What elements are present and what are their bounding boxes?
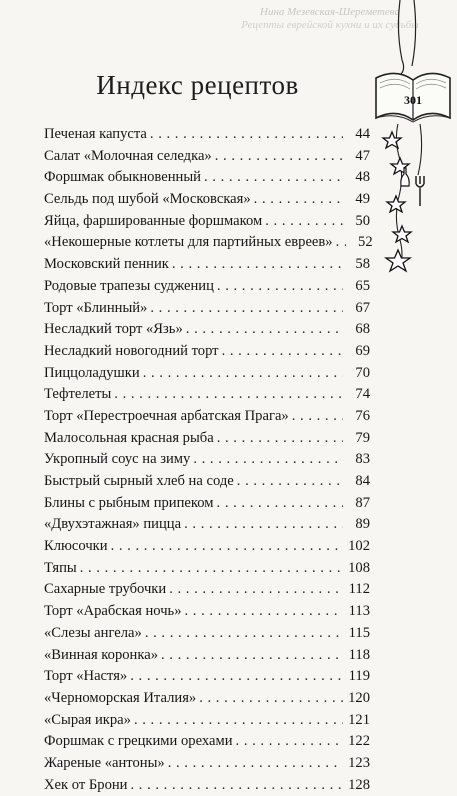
recipe-title: «Черноморская Италия» [44, 689, 197, 706]
dot-leader [236, 731, 343, 752]
recipe-title: Торт «Настя» [44, 668, 128, 685]
recipe-page-number: 120 [348, 689, 370, 706]
recipe-page-number: 112 [348, 581, 370, 598]
dot-leader [217, 493, 343, 514]
recipe-page-number: 67 [355, 299, 370, 316]
recipe-title: Тяпы [44, 559, 77, 576]
dot-leader [80, 558, 343, 579]
recipe-title: Тефтелеты [44, 386, 112, 403]
list-item [44, 558, 370, 580]
list-item [44, 666, 370, 688]
recipe-title: Быстрый сырный хлеб на соде [44, 473, 234, 489]
dot-leader [134, 710, 343, 731]
recipe-title: «Сырая икра» [44, 711, 131, 728]
recipe-title: Клюсочки [44, 538, 108, 555]
star-icon [383, 132, 411, 271]
recipe-page-number: 121 [348, 711, 370, 728]
recipe-page-number: 65 [355, 277, 370, 294]
page-number: 301 [404, 93, 422, 107]
dot-leader [168, 753, 343, 774]
list-item [44, 645, 370, 667]
dot-leader [145, 623, 343, 644]
dot-leader [184, 514, 343, 535]
list-item [44, 753, 370, 775]
recipe-page-number: 44 [355, 126, 370, 142]
recipe-title: Несладкий новогодний торт [44, 342, 219, 359]
dot-leader [114, 384, 343, 405]
dot-leader [161, 645, 343, 666]
dot-leader [193, 449, 343, 470]
recipe-page-number: 79 [355, 429, 370, 446]
hanging-strings [398, 0, 415, 75]
dot-leader [186, 319, 343, 340]
recipe-index-list [44, 124, 373, 796]
recipe-title: Несладкий торт «Язь» [44, 321, 183, 338]
recipe-title: Московский пенник [44, 256, 169, 273]
page-title: Индекс рецептов [96, 70, 299, 100]
recipe-page-number: 47 [355, 147, 370, 164]
dot-leader [336, 232, 346, 253]
dot-leader [237, 471, 343, 492]
recipe-title: Яйца, фаршированные форшмаком [44, 212, 263, 229]
list-item [44, 232, 373, 254]
list-item [44, 341, 370, 363]
recipe-page-number: 128 [348, 776, 370, 793]
list-item [44, 710, 370, 732]
list-item [44, 775, 370, 796]
recipe-title: Блины с рыбным припеком [44, 494, 214, 511]
hanging-book-ornament [370, 0, 457, 310]
list-item [44, 449, 370, 471]
list-item [44, 146, 370, 168]
recipe-title: Салат «Молочная селедка» [44, 147, 212, 164]
list-item [44, 319, 370, 341]
recipe-page-number: 49 [355, 191, 370, 208]
dot-leader [169, 579, 343, 600]
recipe-title: Торт «Перестроечная арбатская Прага» [44, 407, 289, 424]
recipe-page-number: 68 [355, 321, 370, 338]
recipe-page-number: 123 [348, 754, 370, 771]
list-item [44, 731, 370, 753]
list-item [44, 471, 370, 493]
recipe-title: Форшмак с грецкими орехами [44, 733, 233, 750]
recipe-title: Хек от Брони [44, 776, 128, 793]
list-item [44, 493, 370, 515]
dot-leader [199, 688, 343, 709]
list-item [44, 688, 370, 710]
recipe-page-number: 76 [355, 407, 370, 424]
recipe-title: Торт «Блинный» [44, 299, 148, 316]
recipe-page-number: 84 [355, 473, 370, 489]
recipe-page-number: 102 [348, 538, 370, 555]
dot-leader [215, 146, 343, 167]
dot-leader [143, 363, 343, 384]
list-item [44, 536, 370, 558]
recipe-page-number: 89 [355, 516, 370, 533]
recipe-title: Сельдь под шубой «Московская» [44, 191, 251, 208]
list-item [44, 124, 370, 146]
list-item [44, 579, 370, 601]
list-item [44, 384, 370, 406]
recipe-page-number: 108 [348, 559, 370, 576]
recipe-page-number: 122 [348, 733, 370, 750]
dot-leader [111, 536, 343, 557]
dot-leader [130, 775, 343, 796]
list-item [44, 601, 370, 623]
recipe-page-number: 58 [355, 256, 370, 273]
dot-leader [204, 167, 343, 188]
list-item [44, 189, 370, 211]
dot-leader [150, 298, 343, 319]
dot-leader [222, 341, 343, 362]
recipe-title: «Винная коронка» [44, 646, 158, 663]
dot-leader [217, 276, 343, 297]
recipe-page-number: 74 [355, 386, 370, 403]
recipe-page-number: 52 [358, 234, 373, 251]
recipe-title: «Некошерные котлеты для партийных евреев» [44, 234, 333, 251]
dot-leader [185, 601, 344, 622]
recipe-page-number: 87 [355, 494, 370, 511]
list-item [44, 406, 370, 428]
list-item [44, 428, 370, 450]
dot-leader [265, 211, 343, 232]
dot-leader [150, 124, 343, 145]
dot-leader [172, 254, 343, 275]
list-item [44, 254, 370, 276]
recipe-title: Торт «Арабская ночь» [44, 603, 182, 620]
list-item [44, 514, 370, 536]
recipe-page-number: 118 [348, 646, 370, 663]
recipe-page-number: 70 [355, 364, 370, 381]
dot-leader [254, 189, 343, 210]
recipe-title: Малосольная красная рыба [44, 429, 214, 446]
star-chain [396, 124, 421, 268]
recipe-title: «Слезы ангела» [44, 624, 142, 641]
dot-leader [292, 406, 343, 427]
recipe-title: Пиццоладушки [44, 364, 140, 381]
recipe-page-number: 119 [348, 668, 370, 685]
recipe-page-number: 83 [355, 451, 370, 468]
recipe-page-number: 115 [348, 624, 370, 641]
list-item [44, 211, 370, 233]
recipe-page-number: 69 [355, 342, 370, 359]
recipe-title: Жареные «антоны» [44, 754, 165, 771]
recipe-title: «Двухэтажная» пицца [44, 516, 182, 533]
running-head-subtitle: Рецепты еврейской кухни и их судьбы [241, 19, 419, 31]
dot-leader [130, 666, 343, 687]
recipe-page-number: 113 [348, 603, 370, 620]
running-head-author: Нина Мезевская-Шереметева [260, 6, 400, 18]
recipe-page-number: 50 [355, 212, 370, 229]
list-item [44, 363, 370, 385]
dot-leader [217, 428, 343, 449]
recipe-title: Укропный соус на зиму [44, 451, 191, 468]
list-item [44, 167, 370, 189]
recipe-title: Форшмак обыкновенный [44, 169, 201, 186]
list-item [44, 298, 370, 320]
recipe-title: Печеная капуста [44, 126, 147, 142]
recipe-page-number: 48 [355, 169, 370, 186]
list-item [44, 276, 370, 298]
recipe-title: Родовые трапезы суджениц [44, 277, 214, 294]
list-item [44, 623, 370, 645]
fork-icon [416, 176, 424, 206]
recipe-title: Сахарные трубочки [44, 581, 167, 598]
